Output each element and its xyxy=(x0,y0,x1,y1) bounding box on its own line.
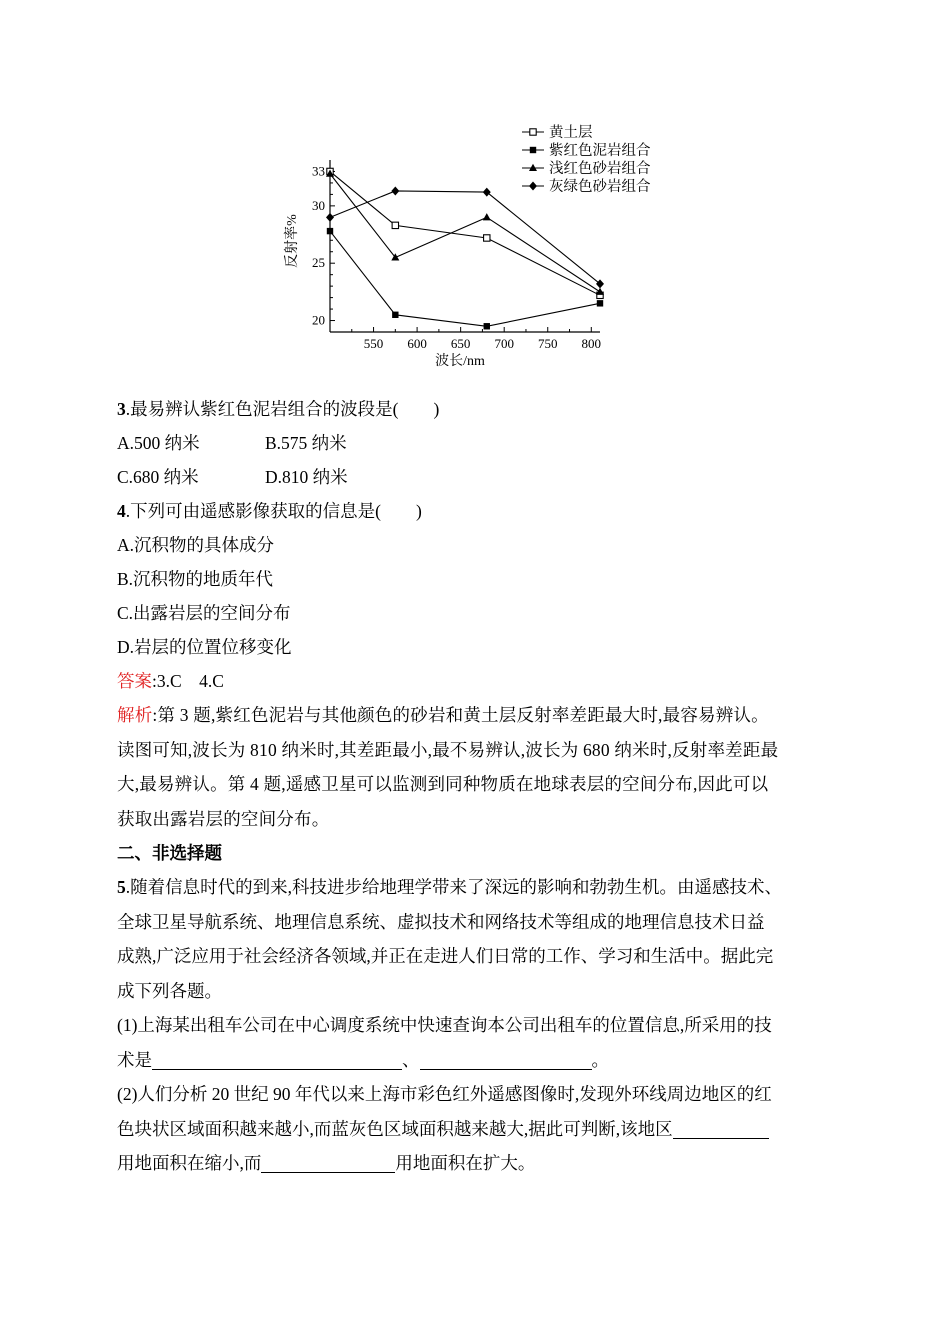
q5-sub2-line-1: (2)人们分析 20 世纪 90 年代以来上海市彩色红外遥感图像时,发现外环线周边地区的红 xyxy=(117,1084,772,1104)
data-point-s4 xyxy=(391,186,399,195)
x-tick-label: 650 xyxy=(450,336,471,351)
q3-option-c: C.680 纳米 xyxy=(117,467,199,487)
q3-option-b: B.575 纳米 xyxy=(265,433,347,453)
q5-line-1 xyxy=(117,870,837,905)
explanation-text-1: :第 3 题,紫红色泥岩与其他颜色的砂岩和黄土层反射率差距最大时,最容易辨认。 xyxy=(152,705,769,725)
x-tick-label: 800 xyxy=(581,336,602,351)
q5-line-2: 全球卫星导航系统、地理信息系统、虚拟技术和网络技术等组成的地理信息技术日益 xyxy=(117,911,765,932)
data-point-s1 xyxy=(392,222,398,228)
legend-marker-3 xyxy=(529,164,537,171)
data-point-s2 xyxy=(327,228,333,234)
q5-sub1-end: 。 xyxy=(591,1049,609,1070)
x-axis-label: 波长/nm xyxy=(435,354,485,369)
q3-option-d: D.810 纳米 xyxy=(265,467,348,487)
x-tick-label: 700 xyxy=(494,336,514,351)
q5-line-3: 成熟,广泛应用于社会经济各领域,并正在走进人们日常的工作、学习和生活中。据此完 xyxy=(117,946,774,966)
legend-label-1: 黄土层 xyxy=(549,125,593,141)
q5-sub2-text: 色块状区域面积越来越小,而蓝灰色区域面积越来越大,据此可判断,该地区 xyxy=(117,1118,673,1139)
q5-sub2-line-2 xyxy=(117,1112,837,1147)
y-tick-label: 20 xyxy=(312,312,325,328)
answer-line xyxy=(117,664,837,698)
q5-sub2-text-3: 用地面积在扩大。 xyxy=(395,1153,536,1173)
legend-marker-4 xyxy=(529,182,537,191)
q5-sub2-text-2: 用地面积在缩小,而 xyxy=(117,1153,262,1173)
section-heading: 二、非选择题 xyxy=(117,843,222,863)
q3-options-cd xyxy=(117,460,837,494)
series-line-2 xyxy=(330,231,600,326)
explanation-label: 解析 xyxy=(117,705,153,725)
legend-label-2: 紫红色泥岩组合 xyxy=(549,143,651,159)
explanation xyxy=(117,698,837,836)
q3-stem xyxy=(117,392,837,426)
data-point-s4 xyxy=(326,213,334,222)
q5-sub1-line-2 xyxy=(117,1043,837,1078)
q3-option-a: A.500 纳米 xyxy=(117,433,200,453)
question-content xyxy=(117,392,837,1181)
explanation-line-1 xyxy=(117,698,837,733)
q4-number: 4 xyxy=(117,501,126,521)
legend-label-4: 灰绿色砂岩组合 xyxy=(549,179,651,195)
data-point-s2 xyxy=(597,300,603,306)
q5-text-1: .随着信息时代的到来,科技进步给地理学带来了深远的影响和勃勃生机。由遥感技术、 xyxy=(125,877,782,897)
q4-stem xyxy=(117,494,837,528)
reflectance-chart xyxy=(270,118,690,378)
y-tick-label: 33 xyxy=(312,163,325,179)
q5-sub1-separator: 、 xyxy=(402,1049,420,1070)
answer-label: 答案 xyxy=(117,671,152,691)
q5-line-4: 成下列各题。 xyxy=(117,980,222,1001)
reflectance-chart-svg xyxy=(270,118,690,378)
x-tick-label: 550 xyxy=(363,336,384,351)
data-point-s4 xyxy=(596,279,604,288)
q4-text: .下列可由遥感影像获取的信息是( ) xyxy=(125,501,422,521)
answer-blank-2[interactable] xyxy=(420,1049,592,1070)
data-point-s2 xyxy=(484,323,490,329)
y-tick-label: 30 xyxy=(312,197,325,213)
data-point-s1 xyxy=(484,235,490,241)
q3-options-ab xyxy=(117,426,837,460)
q4-option-c: C.出露岩层的空间分布 xyxy=(117,603,291,623)
q4-option-d: D.岩层的位置位移变化 xyxy=(117,637,292,657)
q5-stem xyxy=(117,870,837,1181)
answer-blank-4[interactable] xyxy=(261,1152,395,1173)
legend-marker-1 xyxy=(530,129,536,135)
y-tick-label: 25 xyxy=(312,255,325,271)
q5-sub2-line-3 xyxy=(117,1146,837,1181)
data-point-s3 xyxy=(596,288,604,295)
q4-option-b: B.沉积物的地质年代 xyxy=(117,569,274,589)
q5-sub1-line-1: (1)上海某出租车公司在中心调度系统中快速查询本公司出租车的位置信息,所采用的技 xyxy=(117,1015,772,1035)
legend-label-3: 浅红色砂岩组合 xyxy=(549,161,651,177)
explanation-line-2: 读图可知,波长为 810 纳米时,其差距最小,最不易辨认,波长为 680 纳米时,反射率差距最 xyxy=(117,739,779,760)
q3-text: .最易辨认紫红色泥岩组合的波段是( ) xyxy=(125,399,440,419)
explanation-line-3: 大,最易辨认。第 4 题,遥感卫星可以监测到同种物质在地球表层的空间分布,因此可以 xyxy=(117,774,769,794)
data-point-s2 xyxy=(392,312,398,318)
data-point-s4 xyxy=(483,188,491,197)
x-tick-label: 750 xyxy=(537,336,558,351)
data-point-s3 xyxy=(483,213,491,220)
q4-option-a: A.沉积物的具体成分 xyxy=(117,535,275,555)
q5-sub1-prefix: 术是 xyxy=(117,1049,152,1070)
x-tick-label: 600 xyxy=(407,336,427,351)
explanation-line-4: 获取出露岩层的空间分布。 xyxy=(117,808,330,829)
y-axis-label: 反射率% xyxy=(285,214,300,268)
legend-marker-2 xyxy=(530,147,536,153)
q3-number: 3 xyxy=(117,399,126,419)
q5-number: 5 xyxy=(117,877,126,897)
answer-text: :3.C 4.C xyxy=(152,671,224,691)
answer-blank-3[interactable] xyxy=(673,1118,769,1139)
answer-blank-1[interactable] xyxy=(152,1049,402,1070)
